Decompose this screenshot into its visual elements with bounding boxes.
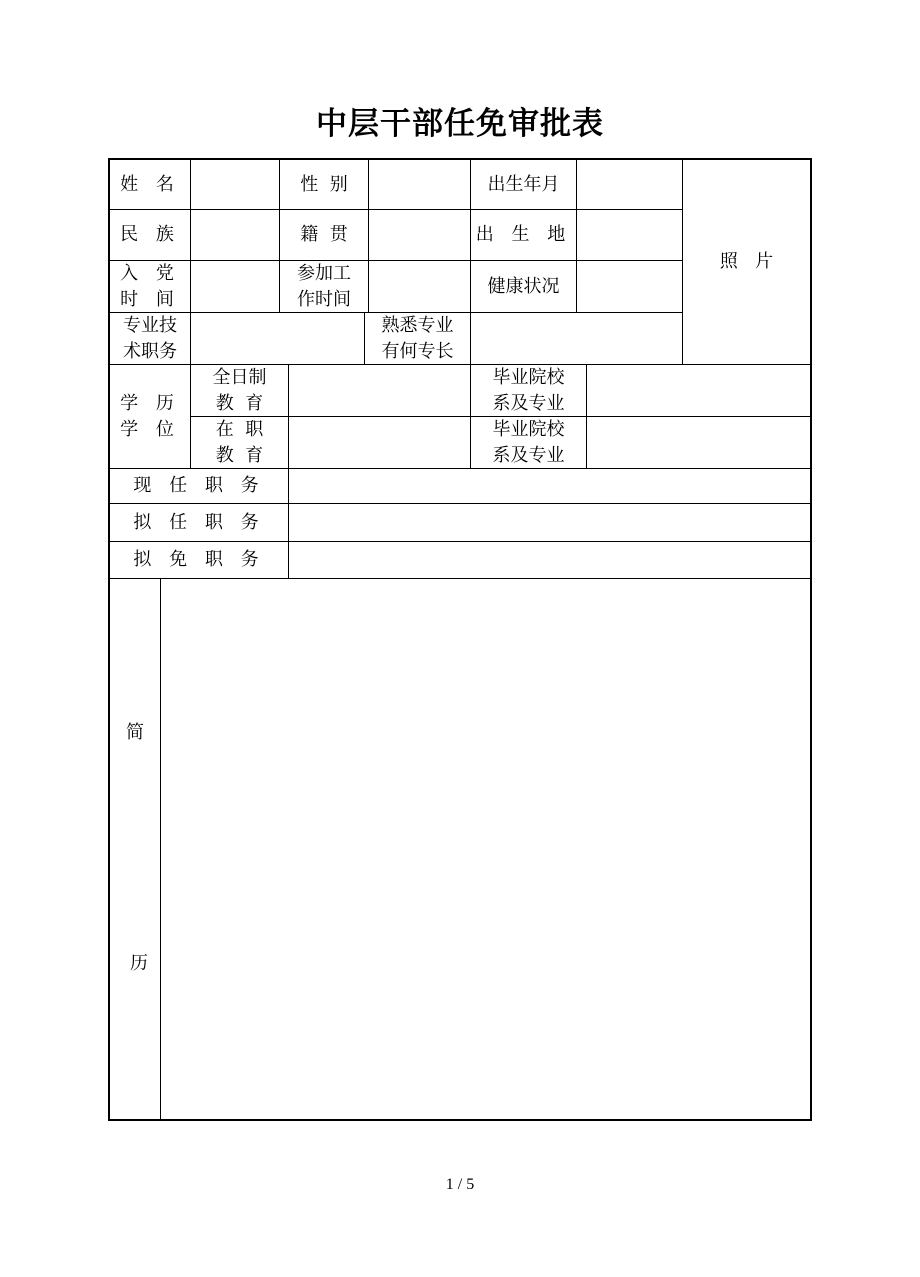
approval-form-table [108,158,812,1121]
label-resume-char-1: 简 [126,722,144,743]
label-gender: 性 别 [300,173,348,195]
label-full-time-education: 全日制 教 育 [212,366,267,414]
birth-date-field[interactable] [577,160,682,209]
label-tech-title: 专业技 术职务 [123,314,177,362]
full-time-education-field[interactable] [289,365,470,416]
proposed-removal-field[interactable] [289,542,810,578]
full-time-school-field[interactable] [587,365,810,416]
label-full-time-school: 毕业院校 系及专业 [492,366,565,414]
page-number: 1 / 5 [445,1176,475,1193]
label-proposed-appointment: 拟 任 职 务 [133,511,265,533]
native-place-field[interactable] [369,210,470,260]
label-education-degree: 学 历 学 位 [120,392,180,440]
label-in-service-education: 在 职 教 育 [215,418,264,466]
label-expertise: 熟悉专业 有何专长 [381,314,454,362]
expertise-field[interactable] [471,313,682,364]
in-service-school-field[interactable] [587,417,810,468]
ethnicity-field[interactable] [191,210,279,260]
label-birth-date: 出生年月 [487,173,560,195]
photo-box[interactable]: 照 片 [719,251,774,272]
label-resume-char-2: 历 [130,953,148,974]
label-ethnicity: 民 族 [120,224,180,245]
current-position-field[interactable] [289,469,810,503]
label-in-service-school: 毕业院校 系及专业 [492,418,565,466]
name-field[interactable] [191,160,279,209]
label-current-position: 现 任 职 务 [133,475,265,496]
in-service-education-field[interactable] [289,417,470,468]
gender-field[interactable] [369,160,470,209]
page-title: 中层干部任免审批表 [316,106,604,142]
work-start-time-field[interactable] [369,261,470,312]
party-join-time-field[interactable] [191,261,279,312]
birthplace-field[interactable] [577,210,682,260]
label-health: 健康状况 [487,275,560,297]
label-name: 姓 名 [120,173,180,195]
proposed-appointment-field[interactable] [289,504,810,541]
tech-title-field[interactable] [191,313,364,364]
health-field[interactable] [577,261,682,312]
label-proposed-removal: 拟 免 职 务 [133,549,265,570]
resume-field[interactable] [161,579,810,1119]
label-native-place: 籍 贯 [300,224,348,245]
label-work-start-time: 参加工 作时间 [297,262,351,310]
label-party-join-time: 入 党 时 间 [120,262,180,310]
label-birthplace: 出 生 地 [475,224,572,245]
